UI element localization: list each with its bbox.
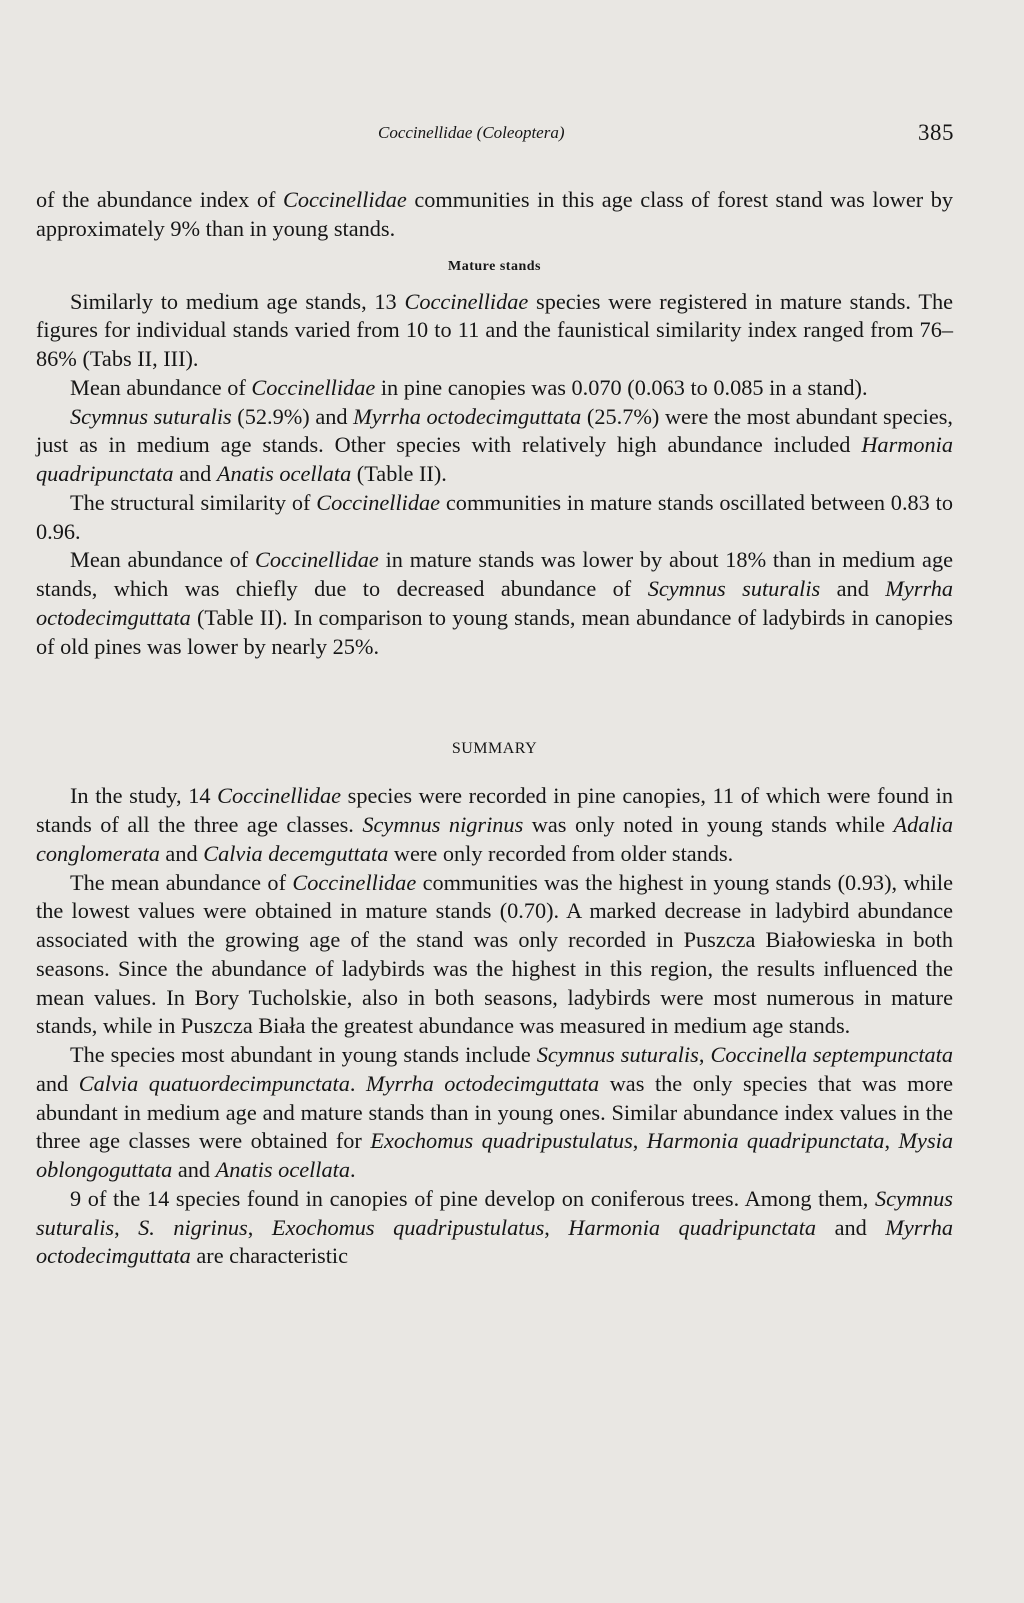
running-head	[0, 120, 1024, 150]
summary-paragraph: The species most abundant in young stands include Scymnus suturalis, Coccinella septempunctata and Calvia quatuordecimpunctata. Myrrha octodecimguttata was the only species that was more abundant in medium age and mature stands than in young ones. Similar abundance index values in the three age classes were obtained for Exochomus quadripustulatus, Harmonia quadripunctata, Mysia oblongoguttata and Anatis ocellata.	[36, 1042, 954, 1182]
summary-paragraph: In the study, 14 Coccinellidae species were recorded in pine canopies, 11 of which were found in stands of all the three age classes. Scymnus nigrinus was only noted in young stands while Adalia conglomerata and Calvia decemguttata were only recorded from older stands.	[36, 783, 954, 866]
paragraph: The structural similarity of Coccinellidae communities in mature stands oscillated between 0.83 to 0.96.	[36, 489, 953, 544]
summary-heading: SUMMARY	[451, 740, 538, 758]
continued-paragraph: of the abundance index of Coccinellidae communities in this age class of forest stand was lower by approximately 9% than in young stands.	[36, 187, 953, 241]
running-head-title: Coccinellidae (Coleoptera)	[378, 123, 565, 142]
summary-paragraph: The mean abundance of Coccinellidae communities was the highest in young stands (0.93), while the lowest values were obtained in mature stands (0.70). A marked decrease in ladybird abundance associated with the growing age of the stand was only recorded in Puszcza Białowieska in both seasons. Since the abundance of ladybirds was the highest in this region, the results influenced the mean values. In Bory Tucholskie, also in both seasons, ladybirds were most numerous in mature stands, while in Puszcza Biała the greatest abundance was measured in medium age stands.	[36, 869, 953, 1039]
paragraph: Similarly to medium age stands, 13 Coccinellidae species were registered in mature stands. The figures for individual stands varied from 10 to 11 and the faunistical similarity index ranged from 76–86% (Tabs II, III).	[36, 288, 953, 371]
section-heading: Mature stands	[448, 258, 541, 274]
page-number: 385	[918, 120, 954, 145]
paragraph: Mean abundance of Coccinellidae in mature stands was lower by about 18% than in medium age stands, which was chiefly due to decreased abundance of Scymnus suturalis and Myrrha octodecimguttata (Table II). In comparison to young stands, mean abundance of ladybirds in canopies of old pines was lower by nearly 25%.	[36, 547, 954, 659]
summary-paragraph: 9 of the 14 species found in canopies of pine develop on coniferous trees. Among them, Scymnus suturalis, S. nigrinus, Exochomus quadripustulatus, Harmonia quadripunctata and Myrrha octodecimguttata are characteristic	[36, 1185, 953, 1269]
paragraph: Scymnus suturalis (52.9%) and Myrrha octodecimguttata (25.7%) were the most abundant species, just as in medium age stands. Other species with relatively high abundance included Harmonia quadripunctata and Anatis ocellata (Table II).	[36, 403, 953, 486]
paragraph: Mean abundance of Coccinellidae in pine canopies was 0.070 (0.063 to 0.085 in a stand).	[70, 374, 868, 400]
body-text	[36, 186, 953, 1271]
